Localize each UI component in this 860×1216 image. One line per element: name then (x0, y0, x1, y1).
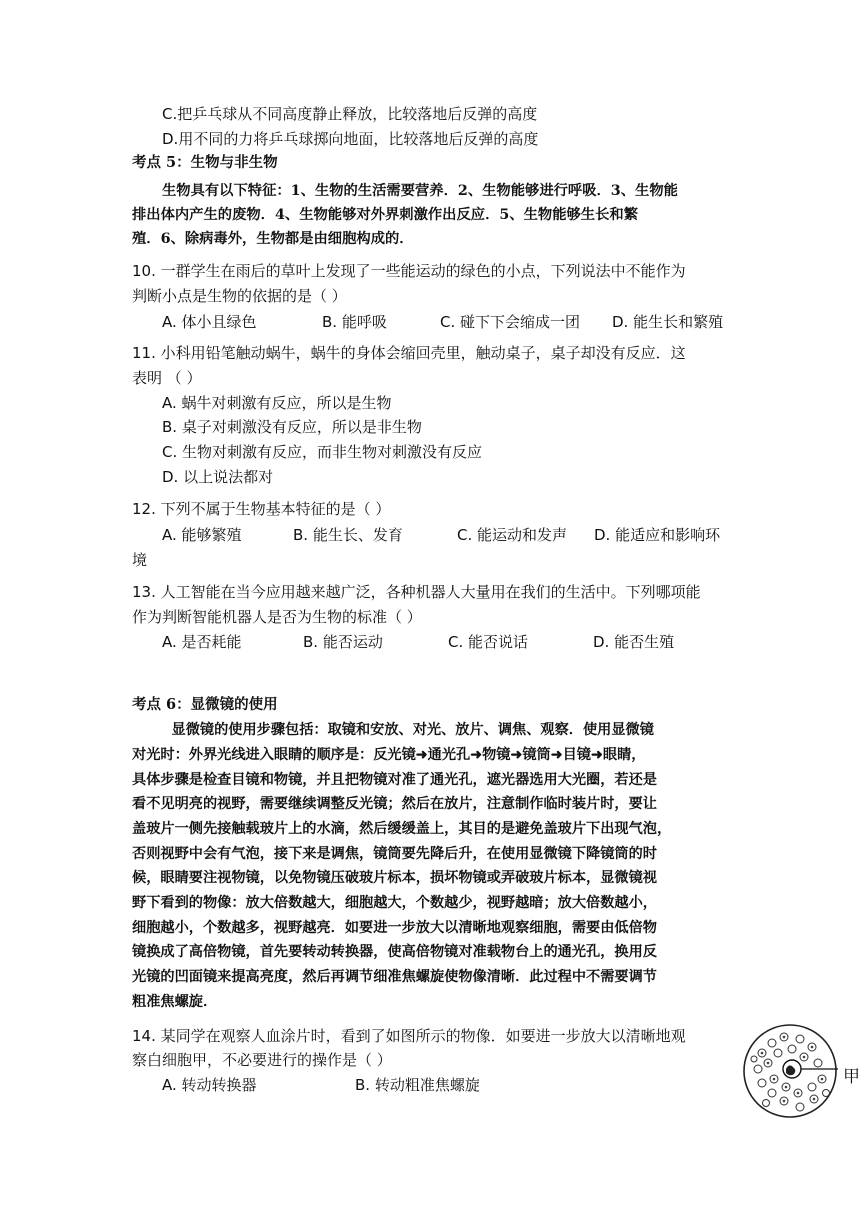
q12-option-d: D. 能适应和影响环 (594, 526, 721, 544)
q10-option-a: A. 体小且绿色 (162, 313, 257, 331)
q14-option-b: B. 转动粗准焦螺旋 (355, 1076, 480, 1094)
q12-option-c: C. 能运动和发声 (457, 526, 568, 544)
section-6-text-line-7: 候，眼睛要注视物镜，以免物镜压破玻片标本，损坏物镜或弄破玻片标本，显微镜视 (132, 870, 657, 886)
q11-option-b: B. 桌子对刺激没有反应，所以是非生物 (162, 418, 422, 436)
section-6-text-line-12: 粗准焦螺旋． (132, 994, 218, 1010)
q11-option-c: C. 生物对刺激有反应，而非生物对刺激没有反应 (162, 443, 483, 461)
section-6-text-line-9: 细胞越小，个数越多，视野越亮．如要进一步放大以清晰地观察细胞，需要由低倍物 (132, 920, 657, 936)
section-6-text-line-3: 具体步骤是检查目镜和物镜，并且把物镜对准了通光孔，遮光器选用大光圈，若还是 (132, 772, 657, 788)
q14-stem-line-1: 14. 某同学在观察人血涂片时，看到了如图所示的物像．如要进一步放大以清晰地观 (132, 1027, 686, 1045)
section-5-text-line-3: 殖．6、除病毒外，生物都是由细胞构成的． (132, 231, 414, 247)
q11-stem-line-1: 11. 小科用铅笔触动蜗牛，蜗牛的身体会缩回壳里，触动桌子，桌子却没有反应．这 (132, 344, 686, 362)
q11-stem-line-2: 表明 （ ） (132, 369, 202, 387)
section-6-text-line-4: 看不见明亮的视野，需要继续调整反光镜；然后在放片，注意制作临时装片时，要让 (132, 796, 657, 812)
section-6-text-line-1: 显微镜的使用步骤包括：取镜和安放、对光、放片、调焦、观察．使用显微镜 (132, 722, 654, 738)
q9-option-d: D.用不同的力将乒乓球掷向地面，比较落地后反弹的高度 (162, 130, 539, 148)
q10-option-c: C. 碰下下会缩成一团 (440, 313, 581, 331)
q13-stem-line-1: 13. 人工智能在当今应用越来越广泛，各种机器人大量用在我们的生活中。下列哪项能 (132, 583, 701, 601)
white-blood-cell-jia (783, 1060, 801, 1078)
q13-option-c: C. 能否说话 (448, 633, 529, 651)
q12-stem: 12. 下列不属于生物基本特征的是（ ） (132, 500, 391, 518)
q9-option-c: C.把乒乓球从不同高度静止释放，比较落地后反弹的高度 (162, 105, 538, 123)
q13-stem-line-2: 作为判断智能机器人是否为生物的标准（ ） (132, 608, 422, 626)
q11-option-d: D. 以上说法都对 (162, 468, 274, 486)
q10-option-d: D. 能生长和繁殖 (612, 313, 724, 331)
q12-option-d-wrap: 境 (132, 551, 148, 569)
section-6-text-line-8: 野下看到的物像：放大倍数越大，细胞越大，个数越少，视野越暗；放大倍数越小， (132, 895, 657, 911)
section-6-text-line-5: 盖玻片一侧先接触载玻片上的水滴，然后缓缓盖上，其目的是避免盖玻片下出现气泡， (132, 821, 672, 837)
section-6-title: 考点 6：显微镜的使用 (132, 696, 278, 713)
q14-stem-line-2: 察白细胞甲，不必要进行的操作是（ ） (132, 1051, 392, 1069)
q13-option-a: A. 是否耗能 (162, 633, 242, 651)
q10-option-b: B. 能呼吸 (322, 313, 387, 331)
section-5-text-line-2: 排出体内产生的废物．4、生物能够对外界刺激作出反应．5、生物能够生长和繁 (132, 207, 638, 223)
q10-stem-line-2: 判断小点是生物的依据的是（ ） (132, 287, 347, 305)
q14-option-a: A. 转动转换器 (162, 1076, 257, 1094)
q10-stem-line-1: 10. 一群学生在雨后的草叶上发现了一些能运动的绿色的小点，下列说法中不能作为 (132, 262, 686, 280)
section-6-text-line-11: 光镜的凹面镜来提高亮度，然后再调节细准焦螺旋使物像清晰．此过程中不需要调节 (132, 969, 657, 985)
q13-option-d: D. 能否生殖 (593, 633, 675, 651)
section-6-text-line-2: 对光时：外界光线进入眼睛的顺序是：反光镜➜通光孔➜物镜➜镜筒➜目镜➜眼睛， (132, 747, 646, 763)
section-5-text-line-1: 生物具有以下特征：1、生物的生活需要营养．2、生物能够进行呼吸．3、生物能 (162, 183, 678, 199)
white-blood-cell-label: 甲 (843, 1067, 860, 1087)
blood-smear-figure (742, 1023, 838, 1119)
q12-option-b: B. 能生长、发育 (293, 526, 403, 544)
section-6-text-line-6: 否则视野中会有气泡，接下来是调焦，镜筒要先降后升，在使用显微镜下降镜筒的时 (132, 846, 657, 862)
section-5-title: 考点 5：生物与非生物 (132, 154, 278, 171)
q12-option-a: A. 能够繁殖 (162, 526, 242, 544)
q13-option-b: B. 能否运动 (303, 633, 383, 651)
q11-option-a: A. 蜗牛对刺激有反应，所以是生物 (162, 394, 392, 412)
section-6-text-line-10: 镜换成了高倍物镜，首先要转动转换器，使高倍物镜对准载物台上的通光孔，换用反 (132, 944, 657, 960)
